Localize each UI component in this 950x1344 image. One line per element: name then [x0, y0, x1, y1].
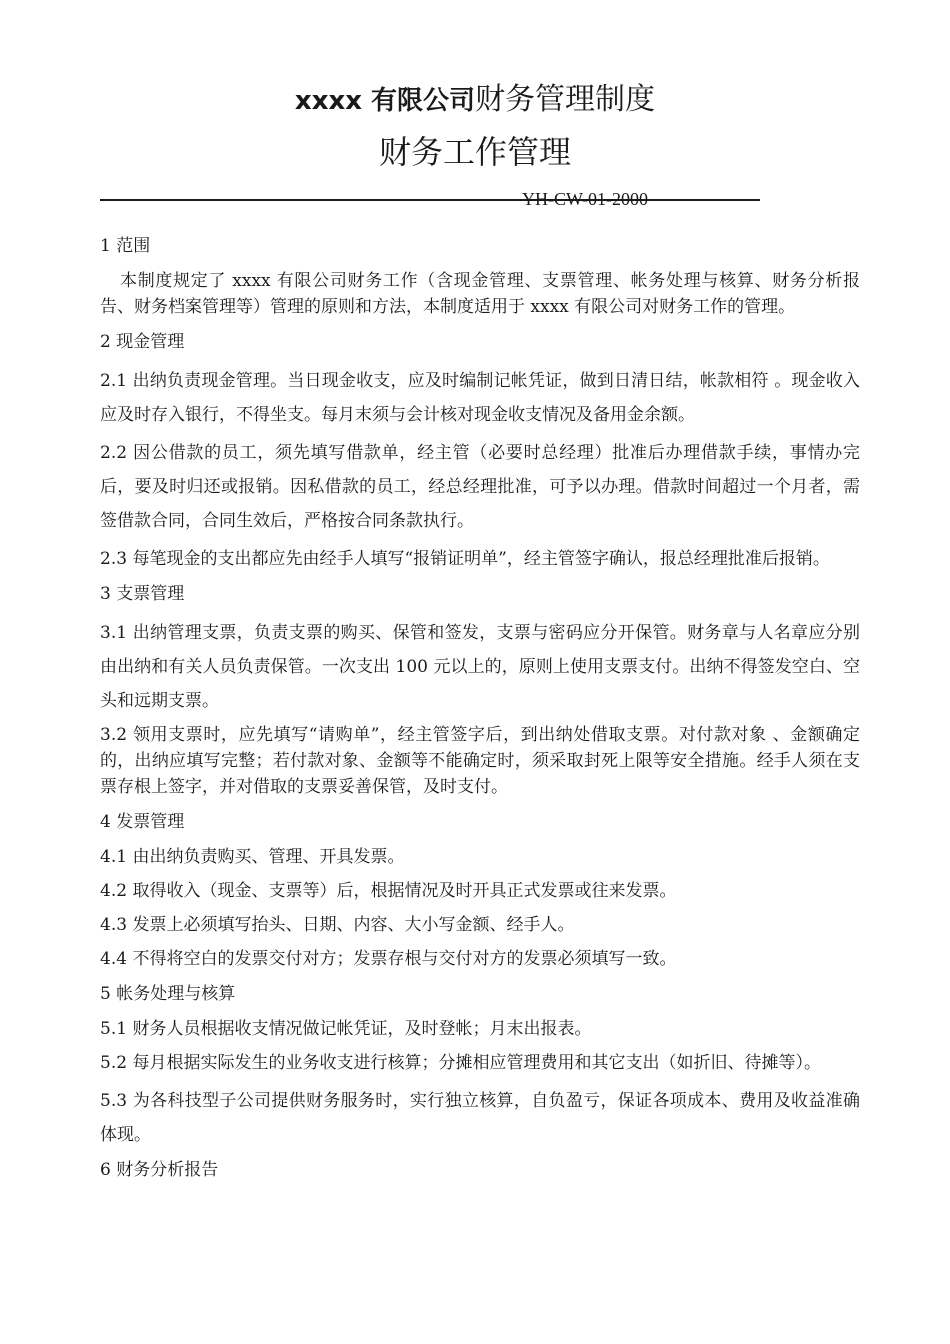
paragraph-3-2: 3.2 领用支票时，应先填写“请购单”，经主管签字后，到出纳处借取支票。对付款对象 、金额确定的，出纳应填写完整；若付款对象、金额等不能确定时，须采取封死上限等安全措施。经手人须在支票存根上签字，并对借取的支票妥善保管，及时支付。 [100, 725, 860, 797]
paragraph-scope: 本制度规定了 xxxx 有限公司财务工作（含现金管理、支票管理、帐务处理与核算、财务分析报告、财务档案管理等）管理的原则和方法，本制度适用于 xxxx 有限公司对财务工作的管理。 [100, 271, 860, 317]
title-main: 财务管理制度 [475, 82, 656, 117]
paragraph-5-2: 5.2 每月根据实际发生的业务收支进行核算；分摊相应管理费用和其它支出（如折旧、待摊等）。 [100, 1053, 821, 1073]
document-body [100, 232, 860, 1192]
section-heading-accounting: 5 帐务处理与核算 [100, 984, 236, 1004]
document-title [0, 78, 950, 123]
paragraph-3-1: 3.1 出纳管理支票，负责支票的购买、保管和签发，支票与密码应分开保管。财务章与人名章应分别由出纳和有关人员负责保管。一次支出 100 元以上的，原则上使用支票支付。出纳不得签发空白、空头和远期支票。 [100, 623, 860, 711]
paragraph-5-3: 5.3 为各科技型子公司提供财务服务时，实行独立核算，自负盈亏，保证各项成本、费用及收益准确体现。 [100, 1091, 860, 1145]
title-company: xxxx 有限公司 [294, 86, 476, 116]
section-heading-cheque: 3 支票管理 [100, 584, 185, 604]
document-code: YH-CW-01-2000 [522, 189, 648, 209]
section-heading-scope: 1 范围 [100, 236, 151, 256]
paragraph-4-4: 4.4 不得将空白的发票交付对方；发票存根与交付对方的发票必须填写一致。 [100, 949, 677, 969]
paragraph-4-3: 4.3 发票上必须填写抬头、日期、内容、大小写金额、经手人。 [100, 915, 575, 935]
section-heading-cash: 2 现金管理 [100, 332, 185, 352]
paragraph-5-1: 5.1 财务人员根据收支情况做记帐凭证，及时登帐；月末出报表。 [100, 1019, 592, 1039]
section-heading-analysis: 6 财务分析报告 [100, 1160, 219, 1180]
paragraph-2-2: 2.2 因公借款的员工，须先填写借款单，经主管（必要时总经理）批准后办理借款手续，事情办完后，要及时归还或报销。因私借款的员工，经总经理批准，可予以办理。借款时间超过一个月者，需签借款合同，合同生效后，严格按合同条款执行。 [100, 443, 860, 531]
paragraph-2-1: 2.1 出纳负责现金管理。当日现金收支，应及时编制记帐凭证，做到日清日结，帐款相符 。现金收入应及时存入银行，不得坐支。每月末须与会计核对现金收支情况及备用金余额。 [100, 371, 860, 425]
paragraph-4-1: 4.1 由出纳负责购买、管理、开具发票。 [100, 847, 405, 867]
paragraph-4-2: 4.2 取得收入（现金、支票等）后，根据情况及时开具正式发票或往来发票。 [100, 881, 677, 901]
section-heading-invoice: 4 发票管理 [100, 812, 185, 832]
paragraph-2-3: 2.3 每笔现金的支出都应先由经手人填写“报销证明单”，经主管签字确认，报总经理批准后报销。 [100, 549, 830, 569]
document-subtitle: 财务工作管理 [378, 133, 571, 171]
header-rule [100, 199, 760, 201]
